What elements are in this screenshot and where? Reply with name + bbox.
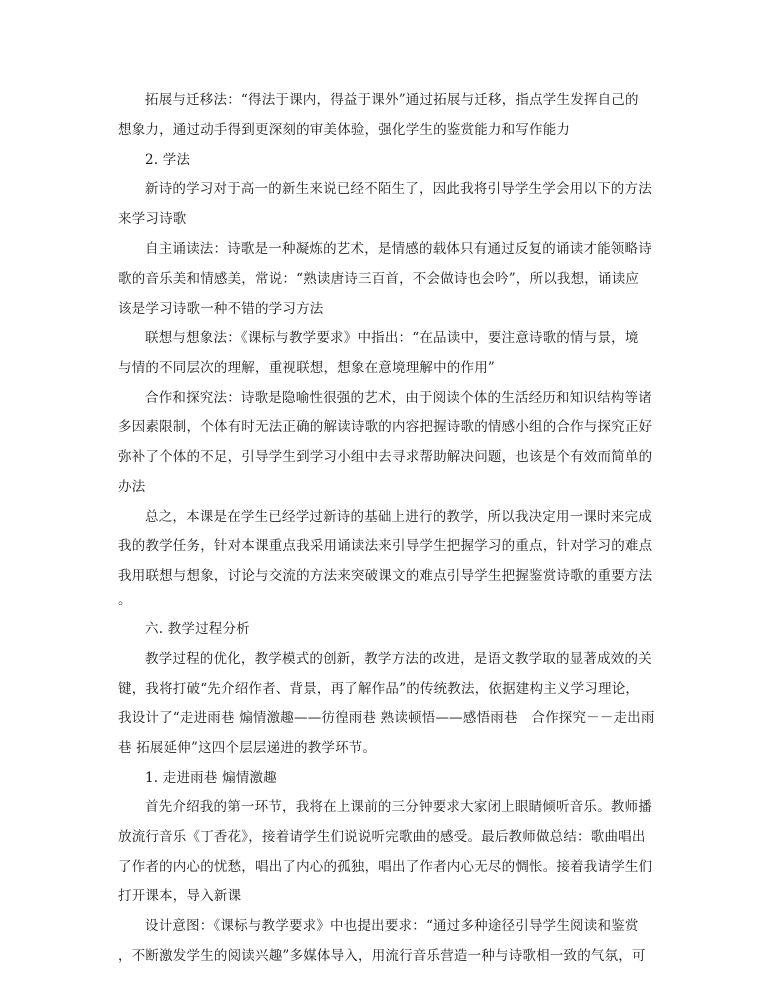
section-heading: 六. 教学过程分析 bbox=[145, 621, 250, 637]
paragraph-line: 该是学习诗歌一种不错的学习方法 bbox=[118, 301, 324, 317]
paragraph-line: 自主诵读法：诗歌是一种凝炼的艺术，是情感的载体只有通过反复的诵读才能领略诗 bbox=[145, 241, 652, 257]
paragraph-line: 与情的不同层次的理解，重视联想，想象在意境理解中的作用” bbox=[118, 360, 496, 376]
paragraph-line: 联想与想象法：《课标与教学要求》中指出：“在品读中，要注意诗歌的情与景，境 bbox=[145, 330, 639, 346]
paragraph-line: 巷 拓展延伸”这四个层层递进的教学环节。 bbox=[118, 740, 377, 756]
paragraph-line: 想象力，通过动手得到更深刻的审美体验，强化学生的鉴赏能力和写作能力 bbox=[118, 122, 571, 138]
paragraph-line: 了作者的内心的忧愁，唱出了内心的孤独，唱出了作者内心无尽的惆怅。接着我请学生们 bbox=[118, 859, 653, 875]
paragraph-line: 歌的音乐美和情感美，常说：“熟读唐诗三百首，不会做诗也会吟”，所以我想，诵读应 bbox=[118, 271, 640, 287]
paragraph-line: 教学过程的优化，教学模式的创新，教学方法的改进，是语文教学取的显著成效的关 bbox=[145, 651, 652, 667]
paragraph-line: 拓展与迁移法：“得法于课内，得益于课外”通过拓展与迁移，指点学生发挥自己的 bbox=[145, 92, 639, 108]
paragraph-line: 新诗的学习对于高一的新生来说已经不陌生了，因此我将引导学生学会用以下的方法 bbox=[145, 181, 652, 197]
paragraph-line: 我用联想与想象，讨论与交流的方法来突破课文的难点引导学生把握鉴赏诗歌的重要方法 bbox=[118, 568, 653, 584]
paragraph-line: 多因素限制，个体有时无法正确的解读诗歌的内容把握诗歌的情感小组的合作与探究正好 bbox=[118, 419, 653, 435]
paragraph-line: 键，我将打破“先介绍作者、背景，再了解作品”的传统教法，依据建构主义学习理论， bbox=[118, 681, 640, 697]
paragraph-line: 设计意图：《课标与教学要求》中也提出要求：“通过多种途径引导学生阅读和鉴赏 bbox=[145, 918, 639, 934]
paragraph-line: 我的教学任务，针对本课重点我采用诵读法来引导学生把握学习的重点，针对学习的难点 bbox=[118, 538, 653, 554]
paragraph-line: 办法 bbox=[118, 479, 146, 495]
paragraph-line: ，不断激发学生的阅读兴趣”多媒体导入，用流行音乐营造一种与诗歌相一致的气氛，可 bbox=[118, 948, 646, 964]
paragraph-line: 我设计了“走进雨巷 煽情激趣——彷徨雨巷 熟读顿悟——感悟雨巷 合作探究－－走出雨 bbox=[118, 710, 655, 726]
paragraph-line: 总之，本课是在学生已经学过新诗的基础上进行的教学，所以我决定用一课时来完成 bbox=[145, 509, 652, 525]
paragraph-line: 放流行音乐《丁香花》，接着请学生们说说听完歌曲的感受。最后教师做总结：歌曲唱出 bbox=[118, 829, 646, 845]
paragraph-line: 来学习诗歌 bbox=[118, 211, 187, 227]
paragraph-line: 打开课本，导入新课 bbox=[118, 888, 242, 904]
paragraph-line: 首先介绍我的第一环节，我将在上课前的三分钟要求大家闭上眼睛倾听音乐。教师播 bbox=[145, 799, 652, 815]
paragraph-line: 合作和探究法：诗歌是隐喻性很强的艺术，由于阅读个体的生活经历和知识结构等诸 bbox=[145, 390, 652, 406]
section-heading: 1. 走进雨巷 煽情激趣 bbox=[145, 770, 277, 786]
paragraph-line: 弥补了个体的不足，引导学生到学习小组中去寻求帮助解决问题，也该是个有效而简单的 bbox=[118, 449, 653, 465]
paragraph-line: 。 bbox=[118, 592, 132, 608]
section-heading: 2. 学法 bbox=[145, 152, 191, 168]
